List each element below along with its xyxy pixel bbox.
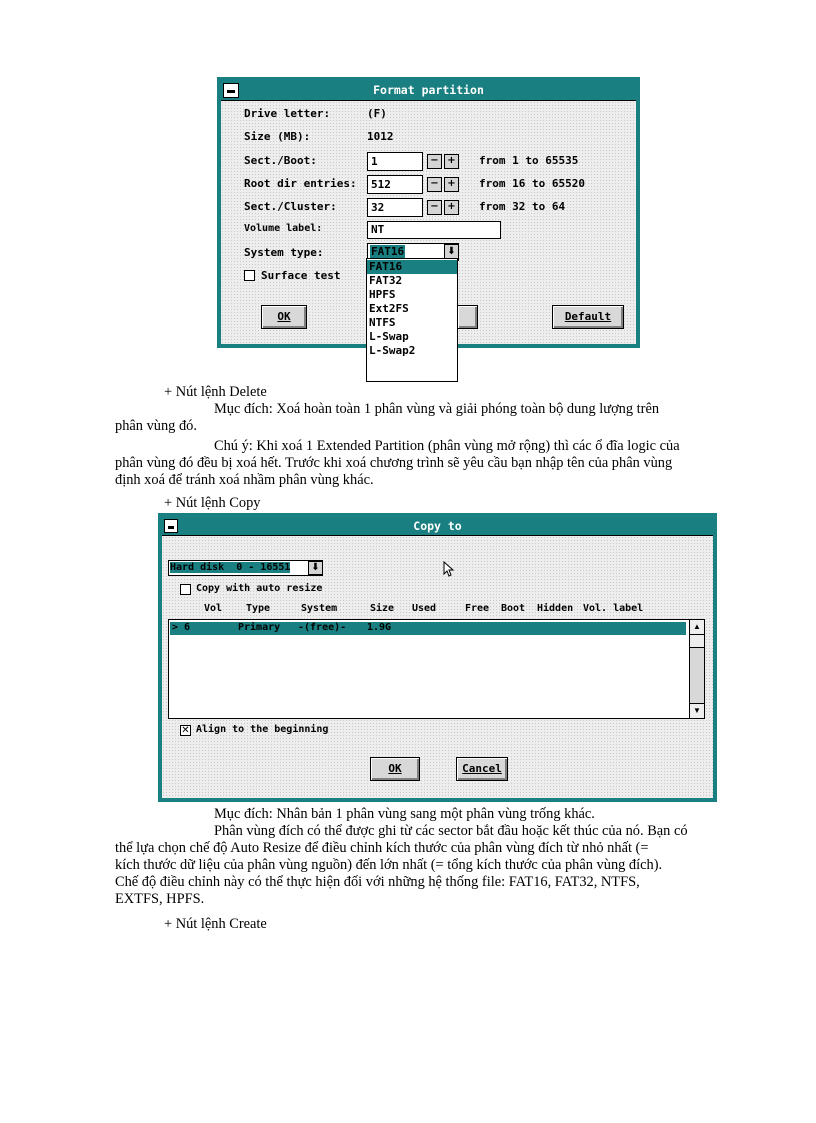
system-menu-icon[interactable] xyxy=(223,83,239,98)
root-dir-label: Root dir entries: xyxy=(244,177,357,190)
volume-label-input[interactable]: NT xyxy=(367,221,501,239)
column-header: Free xyxy=(465,603,490,614)
copy-paragraph-line-3: kích thước dữ liệu của phân vùng nguồn) đến lớn nhất (= tổng kích thước của phân vùng đích). xyxy=(115,857,663,873)
root-dir-decrement-button[interactable]: − xyxy=(427,177,442,192)
root-dir-input[interactable]: 512 xyxy=(367,175,423,194)
column-header: Boot xyxy=(501,603,526,614)
surface-test-label: Surface test xyxy=(261,269,341,282)
root-dir-range: from 16 to 65520 xyxy=(479,177,585,190)
copy-paragraph-line-1: Phân vùng đích có thể được ghi từ các sector bắt đầu hoặc kết thúc của nó. Bạn có xyxy=(214,823,688,839)
sect-boot-decrement-button[interactable]: − xyxy=(427,154,442,169)
auto-resize-label: Copy with auto resize xyxy=(196,583,323,594)
align-label: Align to the beginning xyxy=(196,724,329,735)
delete-note-line-2: phân vùng đó đều bị xoá hết. Trước khi xoá chương trình sẽ yêu cầu bạn nhập tên của phân vùng xyxy=(115,455,673,471)
ok-button[interactable] xyxy=(261,305,307,329)
system-type-option[interactable]: FAT32 xyxy=(369,274,403,287)
column-header: Vol xyxy=(204,603,223,614)
ok-button-label: OK xyxy=(388,762,402,775)
copy-heading: + Nút lệnh Copy xyxy=(164,495,261,511)
column-header: Type xyxy=(246,603,271,614)
column-header: Size xyxy=(370,603,395,614)
sect-cluster-range: from 32 to 64 xyxy=(479,200,566,213)
drive-letter-label: Drive letter: xyxy=(244,107,331,120)
copy-dialog-titlebar xyxy=(162,517,713,536)
scroll-thumb[interactable] xyxy=(690,635,704,648)
row-type: Primary xyxy=(238,622,281,633)
copy-paragraph-line-5: EXTFS, HPFS. xyxy=(115,891,205,907)
ok-button[interactable] xyxy=(370,757,420,781)
sect-boot-input[interactable]: 1 xyxy=(367,152,423,171)
copy-paragraph-line-4: Chế độ điều chỉnh này có thể thực hiện đối với những hệ thống file: FAT16, FAT32, NTFS, xyxy=(115,874,640,890)
ok-button-label: OK xyxy=(277,310,291,323)
format-dialog-title: Format partition xyxy=(373,83,484,97)
cancel-button-label: Cancel xyxy=(462,762,502,775)
sect-cluster-decrement-button[interactable]: − xyxy=(427,200,442,215)
table-row[interactable] xyxy=(170,622,686,635)
scroll-down-icon[interactable]: ▼ xyxy=(690,703,704,718)
system-type-option[interactable]: FAT16 xyxy=(367,260,457,274)
row-size: 1.9G xyxy=(367,622,392,633)
mouse-cursor-icon xyxy=(443,561,455,577)
system-type-dropdown-arrow-icon[interactable]: ⬇ xyxy=(444,244,459,259)
copy-paragraph-line-2: thể lựa chọn chế độ Auto Resize để điều chỉnh kích thước của phân vùng đích từ nhỏ nhất (= xyxy=(115,840,649,856)
row-system: -(free)- xyxy=(298,622,347,633)
surface-test-checkbox[interactable] xyxy=(244,270,255,281)
sect-cluster-input[interactable]: 32 xyxy=(367,198,423,217)
column-header: System xyxy=(301,603,338,614)
system-type-option[interactable]: L-Swap2 xyxy=(369,344,416,357)
hard-disk-dropdown-arrow-icon[interactable]: ⬇ xyxy=(308,561,323,575)
hard-disk-select-value: Hard disk 0 - 16551 xyxy=(170,562,291,573)
row-vol: > 6 xyxy=(172,622,191,633)
root-dir-increment-button[interactable]: + xyxy=(444,177,459,192)
auto-resize-checkbox[interactable] xyxy=(180,584,191,595)
system-type-label: System type: xyxy=(244,246,324,259)
delete-heading: + Nút lệnh Delete xyxy=(164,384,267,400)
format-dialog-titlebar xyxy=(221,81,636,101)
default-button-label: Default xyxy=(564,310,612,323)
system-type-option[interactable]: L-Swap xyxy=(369,330,409,343)
default-button[interactable] xyxy=(552,305,624,329)
column-header: Vol. label xyxy=(583,603,644,614)
column-header: Used xyxy=(412,603,437,614)
align-checkbox[interactable]: ✕ xyxy=(181,725,190,736)
copy-dialog-title: Copy to xyxy=(413,519,462,533)
partition-list[interactable] xyxy=(168,619,705,719)
create-heading: + Nút lệnh Create xyxy=(164,916,267,932)
sect-boot-label: Sect./Boot: xyxy=(244,154,317,167)
sect-boot-increment-button[interactable]: + xyxy=(444,154,459,169)
system-type-option[interactable]: HPFS xyxy=(369,288,396,301)
system-menu-icon[interactable] xyxy=(164,519,178,533)
size-value: 1012 xyxy=(367,130,394,143)
size-label: Size (MB): xyxy=(244,130,311,143)
system-type-option[interactable]: Ext2FS xyxy=(369,302,409,315)
sect-cluster-increment-button[interactable]: + xyxy=(444,200,459,215)
drive-letter-value: (F) xyxy=(367,107,387,120)
delete-purpose-line-2: phân vùng đó. xyxy=(115,418,197,434)
delete-note-line-3: định xoá để tránh xoá nhầm phân vùng khác. xyxy=(115,472,374,488)
system-type-dropdown-list[interactable] xyxy=(366,258,458,382)
system-type-value: FAT16 xyxy=(371,245,405,258)
copy-purpose: Mục đích: Nhân bản 1 phân vùng sang một phân vùng trống khác. xyxy=(214,806,595,822)
scroll-up-icon[interactable]: ▲ xyxy=(690,620,704,635)
delete-purpose-line-1: Mục đích: Xoá hoàn toàn 1 phân vùng và giải phóng toàn bộ dung lượng trên xyxy=(214,401,660,417)
hard-disk-select[interactable] xyxy=(168,560,323,576)
delete-note-line-1: Chú ý: Khi xoá 1 Extended Partition (phân vùng mở rộng) thì các ổ đĩa logic của xyxy=(214,438,680,454)
copy-to-dialog xyxy=(158,513,717,802)
system-type-option[interactable]: NTFS xyxy=(369,316,396,329)
sect-cluster-label: Sect./Cluster: xyxy=(244,200,337,213)
cancel-button[interactable] xyxy=(456,757,508,781)
column-header: Hidden xyxy=(537,603,574,614)
volume-label-label: Volume label: xyxy=(244,223,323,234)
vertical-scrollbar[interactable] xyxy=(689,620,704,718)
format-middle-button[interactable] xyxy=(458,305,478,329)
sect-boot-range: from 1 to 65535 xyxy=(479,154,579,167)
